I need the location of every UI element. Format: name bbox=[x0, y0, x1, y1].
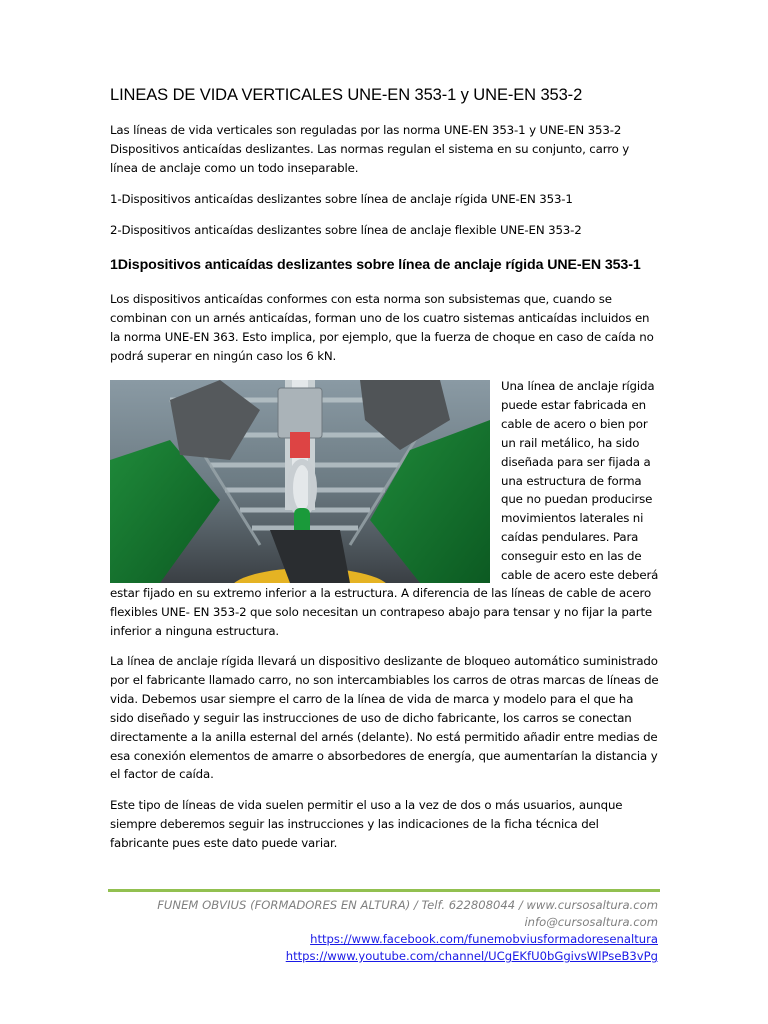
footer-email: info@cursosaltura.com bbox=[524, 915, 658, 929]
list-item-rigid: 1-Dispositivos anticaídas deslizantes sobre línea de anclaje rígida UNE-EN 353-1 bbox=[110, 192, 573, 206]
carriage-paragraph: La línea de anclaje rígida llevará un dispositivo deslizante de bloqueo automático suministrado por el fabricante llamado carro, no son intercambiables los carros de otras marcas de líneas de vida. Debemos usar siempre el carro de la línea de vida de marca y modelo para el que ha sido diseñado y seguir las instrucciones de uso de dicho fabricante, los carros se conectan directamente a la anilla esternal del arnés (delante). No está permitido añadir entre medias de esa conexión elementos de amarre o absorbedores de energía, que aumentarían la distancia y el factor de caída. bbox=[110, 654, 659, 782]
norm-paragraph: Los dispositivos anticaídas conformes con esta norma son subsistemas que, cuando se combinan con un arnés anticaídas, forman uno de los cuatro sistemas anticaídas incluidos en la norma UNE-EN 363. Esto implica, por ejemplo, que la fuerza de choque en caso de caída no podrá superar en ningún caso los 6 kN. bbox=[110, 292, 654, 363]
section-heading: 1Dispositivos anticaídas deslizantes sobre línea de anclaje rígida UNE-EN 353-1 bbox=[110, 257, 641, 273]
facebook-link[interactable]: https://www.facebook.com/funemobviusformadoresenaltura bbox=[310, 932, 658, 946]
page-title: LINEAS DE VIDA VERTICALES UNE-EN 353-1 y UNE-EN 353-2 bbox=[110, 86, 583, 104]
users-paragraph: Este tipo de líneas de vida suelen permitir el uso a la vez de dos o más usuarios, aunque siempre deberemos seguir las instrucciones y las indicaciones de la ficha técnica del fabricante pues este dato puede variar. bbox=[110, 798, 623, 850]
youtube-link[interactable]: https://www.youtube.com/channel/UCgEKfU0bGgivsWlPseB3vPg bbox=[285, 949, 658, 963]
footer-divider bbox=[108, 889, 660, 892]
climber-photo bbox=[110, 380, 490, 583]
rigid-line-paragraph-rest: estar fijado en su extremo inferior a la estructura. A diferencia de las líneas de cable de acero flexibles UNE- EN 353-2 que solo necesitan un contrapeso abajo para tensar y no fijar la parte inferior a ninguna estructura. bbox=[110, 586, 653, 638]
footer bbox=[157, 897, 658, 965]
rigid-line-paragraph-side: Una línea de anclaje rígida puede estar fabricada en cable de acero o bien por un rail metálico, ha sido diseñada para ser fijada a una estructura de forma que no puedan producirse movimientos laterales ni caídas pendulares. Para conseguir esto en las de cable de acero este deberá bbox=[501, 379, 659, 583]
footer-contact-line: FUNEM OBVIUS (FORMADORES EN ALTURA) / Telf. 622808044 / www.cursosaltura.com bbox=[157, 898, 658, 912]
list-item-flexible: 2-Dispositivos anticaídas deslizantes sobre línea de anclaje flexible UNE-EN 353-2 bbox=[110, 223, 582, 237]
intro-paragraph: Las líneas de vida verticales son reguladas por las norma UNE-EN 353-1 y UNE-EN 353-2 Dispositivos anticaídas deslizantes. Las normas regulan el sistema en su conjunto, carro y línea de anclaje como un todo inseparable. bbox=[110, 123, 630, 175]
